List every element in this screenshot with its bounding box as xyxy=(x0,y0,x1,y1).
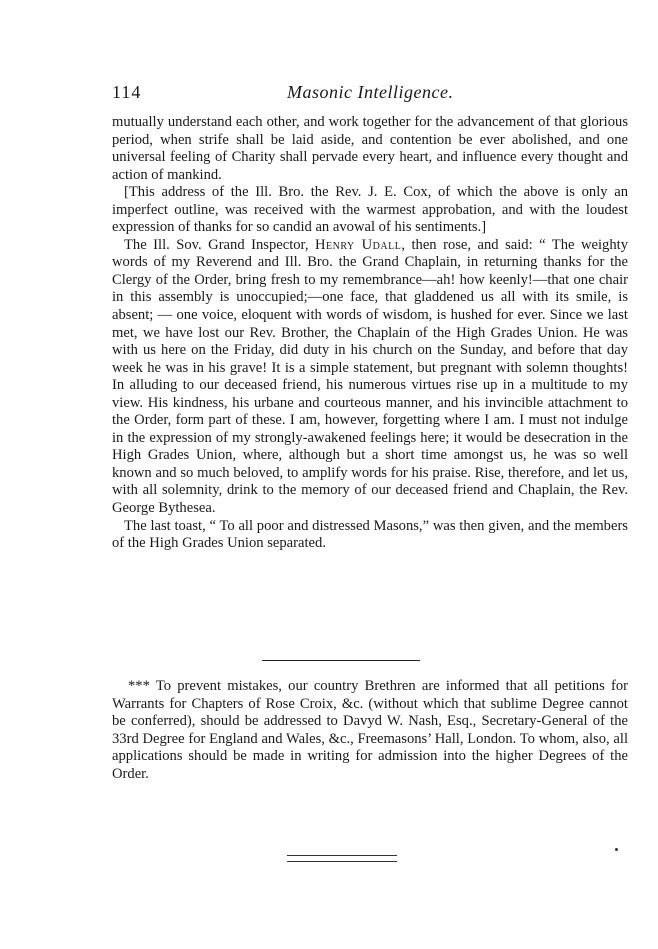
paragraph-continuation: mutually understand each other, and work together for the advancement of that glorious period, when strife shall be laid aside, and contention be ever abolished, and one universal feeling of Charity shall pervade every heart, and influence every thought and action of mankind. xyxy=(112,114,628,183)
print-speck xyxy=(615,848,618,851)
speaker-name: Henry Udall xyxy=(314,236,402,253)
paragraph-last-toast: The last toast, “ To all poor and distressed Masons,” was then given, and the members of the High Grades Union separated. xyxy=(112,517,628,552)
page-number: 114 xyxy=(112,82,142,102)
speech-text: , then rose, and said: “ The weighty words of my Reverend and Ill. Bro. the Grand Chaplain, in returning thanks for the Clergy of the Order, bring fresh to my remembrance—ah! how keenly!—that one chair in this assembly is unoccupied;—one face, that gladdened us all with its smile, is absent; — one voice, eloquent with words of wisdom, is hushed for ever. Since we last met, we have lost our Rev. Brother, the Chaplain of the High Grades Union. He was with us here on the Friday, did duty in his church on the Sunday, and before that day week he was in his grave! It is a simple statement, but pregnant with solemn thoughts! In alluding to our deceased friend, his numerous virtues rise up in a multitude to my view. His kindness, his urbane and courteous manner, and his invincible attachment to the Order, form part of these. I am, however, forgetting where I am. I must not indulge in the expression of my strongly-awakened feelings here; it would be desecration in the High Grades Union, where, although but a short time amongst us, he was so well known and so much beloved, to amplify words for his praise. Rise, therefore, and let us, with all solemnity, drink to the memory of our deceased friend and Chaplain, the Rev. George Bythesea. xyxy=(112,236,628,517)
notice-paragraph: *** To prevent mistakes, our country Brethren are informed that all petitions for Warrants for Chapters of Rose Croix, &c. (without which that sublime Degree cannot be conferred), should be addressed to Davyd W. Nash, Esq., Secretary-General of the 33rd Degree for England and Wales, &c., Freemasons’ Hall, London. To whom, also, all applications should be made in writing for admission into the higher Degrees of the Order. xyxy=(112,678,628,782)
body-text xyxy=(112,114,628,553)
paragraph-editorial-note: [This address of the Ill. Bro. the Rev. J. E. Cox, of which the above is only an imperfect outline, was received with the warmest approbation, and with the loudest expression of thanks for so candid an avowal of his sentiments.] xyxy=(112,184,628,236)
notice-block xyxy=(112,678,628,784)
running-head xyxy=(112,82,622,106)
end-ornament-rule xyxy=(287,855,397,862)
paragraph-udall-speech xyxy=(112,237,628,518)
speech-intro: The Ill. Sov. Grand Inspector, xyxy=(124,236,315,253)
running-title: Masonic Intelligence. xyxy=(287,82,454,102)
section-divider xyxy=(262,660,420,661)
